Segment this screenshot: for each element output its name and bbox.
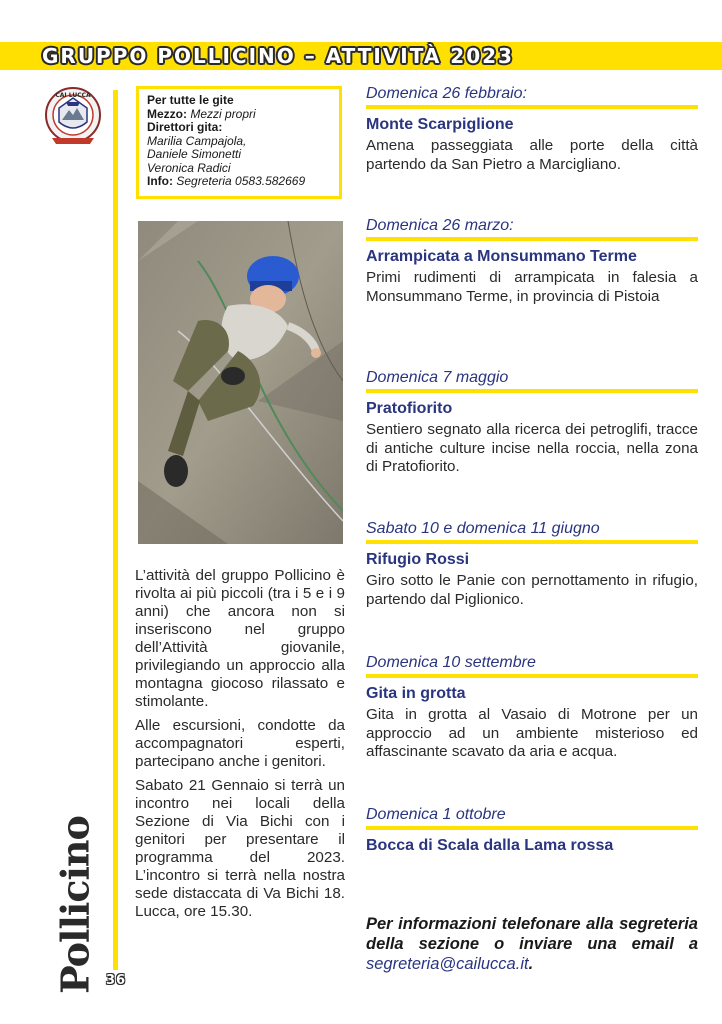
event-date: Domenica 26 marzo:: [366, 217, 514, 234]
info-value: Segreteria 0583.582669: [176, 174, 306, 188]
direttore-name: Marilia Campajola,: [147, 133, 247, 148]
cai-lucca-logo-icon: [44, 86, 102, 148]
event-description: Amena passeggiata alle porte della città partendo da San Pietro a Marcigliano.: [366, 137, 698, 173]
event-rule: [366, 674, 698, 678]
contact-text: Per informazioni telefonare alla segreteria della sezione o inviare una email a: [366, 915, 698, 953]
climbing-photo: [138, 221, 343, 544]
event-date: Domenica 1 ottobre: [366, 806, 506, 823]
event-rule: [366, 105, 698, 109]
child-climbing-rock-photo-icon: [138, 221, 343, 544]
event-date: Sabato 10 e domenica 11 giugno: [366, 520, 600, 537]
svg-text:CAI LUCCA: CAI LUCCA: [55, 92, 91, 99]
event-item: [366, 519, 698, 609]
event-date: Domenica 26 febbraio:: [366, 85, 527, 102]
page-title: GRUPPO POLLICINO – ATTIVITÀ 2023: [42, 44, 514, 68]
intro-paragraph: Sabato 21 Gennaio si terrà un incontro nei locali della Sezione di Via Bichi con i genitori per presentare il programma del 2023. L’incontro si terrà nella nostra sede distaccata di Va Bichi 18. Lucca, ore 15.30.: [135, 777, 345, 920]
contact-note: Per informazioni telefonare alla segreteria della sezione o inviare una email a segreteria@cailucca.it.: [366, 915, 698, 973]
info-heading: Per tutte le gite: [147, 93, 234, 107]
direttore-name: Veronica Radici: [147, 160, 231, 175]
event-date: Domenica 7 maggio: [366, 369, 509, 386]
event-title: Gita in grotta: [366, 685, 466, 702]
event-date: Domenica 10 settembre: [366, 654, 536, 671]
event-description: Giro sotto le Panie con pernottamento in rifugio, partendo dal Piglionico.: [366, 572, 698, 608]
event-item: [366, 653, 698, 762]
event-rule: [366, 540, 698, 544]
event-title: Monte Scarpiglione: [366, 116, 514, 133]
event-title: Bocca di Scala dalla Lama rossa: [366, 837, 614, 854]
info-label: Info:: [147, 174, 173, 188]
event-description: Gita in grotta al Vasaio di Motrone per un approccio ad un ambiente misterioso ed affascinante scavato da aria e acqua.: [366, 706, 698, 761]
event-item: [366, 805, 698, 858]
intro-text: [135, 567, 345, 927]
mezzo-label: Mezzo:: [147, 106, 187, 121]
event-item: [366, 84, 698, 174]
mezzo-value: Mezzi propri: [190, 106, 256, 121]
side-section-label: Pollicino: [52, 816, 98, 994]
event-item: [366, 368, 698, 477]
info-box: [136, 86, 342, 199]
page-number: 36: [106, 973, 127, 988]
event-title: Pratofiorito: [366, 400, 453, 417]
email-link[interactable]: segreteria@cailucca.it: [366, 955, 529, 973]
yellow-divider: [113, 90, 118, 970]
event-title: Arrampicata a Monsummano Terme: [366, 248, 637, 265]
event-title: Rifugio Rossi: [366, 551, 470, 568]
intro-paragraph: L’attività del gruppo Pollicino è rivolta ai più piccoli (tra i 5 e i 9 anni) che ancora non si inseriscono nel gruppo dell’Attività giovanile, privilegiando un approccio alla montagna giocoso rilassato e stimolante.: [135, 567, 345, 710]
direttore-name: Daniele Simonetti: [147, 147, 242, 161]
event-description: Primi rudimenti di arrampicata in falesia a Monsummano Terme, in provincia di Pistoia: [366, 269, 698, 305]
event-item: [366, 216, 698, 306]
event-rule: [366, 389, 698, 393]
event-rule: [366, 237, 698, 241]
event-description: Sentiero segnato alla ricerca dei petroglifi, tracce di antiche culture incise nella roccia, nella zona di Pratofiorito.: [366, 421, 698, 476]
intro-paragraph: Alle escursioni, condotte da accompagnatori esperti, partecipano anche i genitori.: [135, 717, 345, 770]
event-rule: [366, 826, 698, 830]
direttori-label: Direttori gita:: [147, 120, 223, 134]
